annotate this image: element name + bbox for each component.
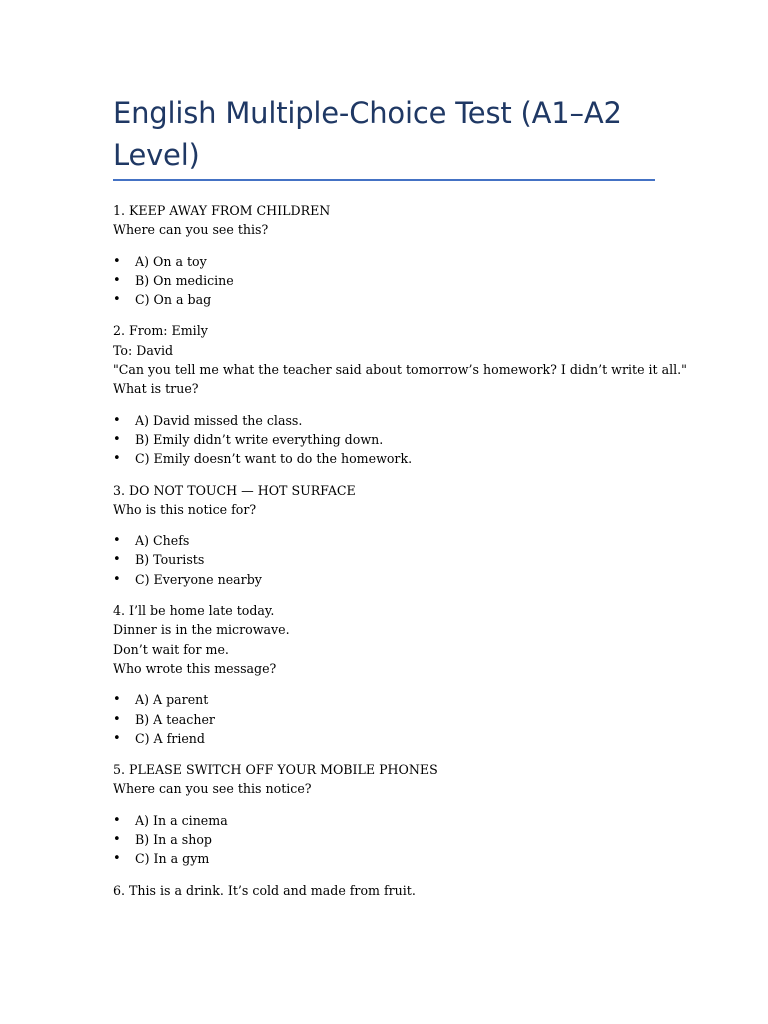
answer-option-label: C) Everyone nearby [135, 571, 262, 587]
question-list [113, 201, 687, 900]
answer-option [113, 252, 655, 271]
question-2 [113, 321, 687, 468]
question-text [113, 601, 655, 678]
question-text [113, 201, 655, 240]
answer-option-label: C) Emily doesn’t want to do the homework. [135, 451, 413, 467]
title-line-1: English Multiple-Choice Test (A1–A2 [113, 96, 622, 130]
answer-option-label: C) In a gym [135, 851, 210, 867]
question-line: Where can you see this notice? [113, 781, 312, 797]
answer-option [113, 710, 655, 729]
answer-option-label: A) In a cinema [135, 812, 228, 828]
title-underline [113, 179, 655, 181]
answer-option [113, 690, 655, 709]
question-line: Who is this notice for? [113, 501, 257, 517]
bullet-icon: • [113, 711, 121, 727]
bullet-icon: • [113, 272, 121, 288]
question-line: 1. KEEP AWAY FROM CHILDREN [113, 203, 331, 218]
answer-option-label: A) David missed the class. [135, 412, 303, 428]
document-title [113, 92, 655, 176]
question-text [113, 481, 655, 520]
bullet-icon: • [113, 431, 121, 447]
bullet-icon: • [113, 451, 121, 467]
bullet-icon: • [113, 253, 121, 269]
bullet-icon: • [113, 412, 121, 428]
question-line: Dinner is in the microwave. [113, 622, 290, 638]
question-1 [113, 201, 655, 309]
question-line: "Can you tell me what the teacher said about tomorrow’s homework? I didn’t write it all." [113, 362, 687, 378]
question-4 [113, 601, 655, 748]
answer-options [113, 411, 655, 469]
answer-option-label: B) A teacher [135, 711, 215, 727]
answer-options [113, 531, 655, 589]
bullet-icon: • [113, 812, 121, 828]
answer-option-label: B) In a shop [135, 832, 212, 848]
question-line: Don’t wait for me. [113, 641, 229, 657]
question-line: Where can you see this? [113, 222, 269, 238]
answer-option-label: C) On a bag [135, 292, 212, 308]
question-text [113, 321, 687, 398]
question-text [113, 881, 655, 900]
answer-option [113, 550, 655, 569]
answer-option [113, 570, 655, 589]
bullet-icon: • [113, 292, 121, 308]
document-page [113, 92, 687, 912]
answer-option [113, 849, 655, 868]
question-line: 3. DO NOT TOUCH — HOT SURFACE [113, 482, 356, 498]
answer-option [113, 449, 655, 468]
answer-options [113, 811, 655, 869]
question-line: 2. From: Emily [113, 323, 208, 339]
answer-option [113, 531, 655, 550]
question-line: 6. This is a drink. It’s cold and made from fruit. [113, 882, 416, 898]
question-line: Who wrote this message? [113, 660, 277, 676]
question-5 [113, 760, 655, 868]
answer-option-label: A) Chefs [135, 533, 190, 549]
bullet-icon: • [113, 730, 121, 746]
bullet-icon: • [113, 552, 121, 568]
answer-option-label: B) On medicine [135, 272, 234, 288]
answer-option-label: B) Emily didn’t write everything down. [135, 431, 384, 447]
bullet-icon: • [113, 692, 121, 708]
question-line: 4. I’ll be home late today. [113, 603, 275, 619]
answer-option [113, 729, 655, 748]
bullet-icon: • [113, 851, 121, 867]
title-line-2: Level) [113, 138, 200, 172]
question-6 [113, 881, 655, 900]
answer-option-label: C) A friend [135, 730, 205, 746]
answer-option [113, 411, 655, 430]
answer-option [113, 830, 655, 849]
question-line: 5. PLEASE SWITCH OFF YOUR MOBILE PHONES [113, 762, 438, 778]
question-line: To: David [113, 342, 174, 358]
answer-option [113, 271, 655, 290]
question-line: What is true? [113, 381, 199, 397]
answer-option [113, 430, 655, 449]
answer-option-label: B) Tourists [135, 552, 205, 568]
bullet-icon: • [113, 571, 121, 587]
answer-option [113, 811, 655, 830]
answer-options [113, 690, 655, 748]
answer-option-label: A) A parent [135, 692, 209, 708]
answer-options [113, 252, 655, 310]
bullet-icon: • [113, 832, 121, 848]
answer-option-label: A) On a toy [135, 253, 207, 269]
question-3 [113, 481, 655, 589]
answer-option [113, 290, 655, 309]
bullet-icon: • [113, 533, 121, 549]
question-text [113, 760, 655, 799]
